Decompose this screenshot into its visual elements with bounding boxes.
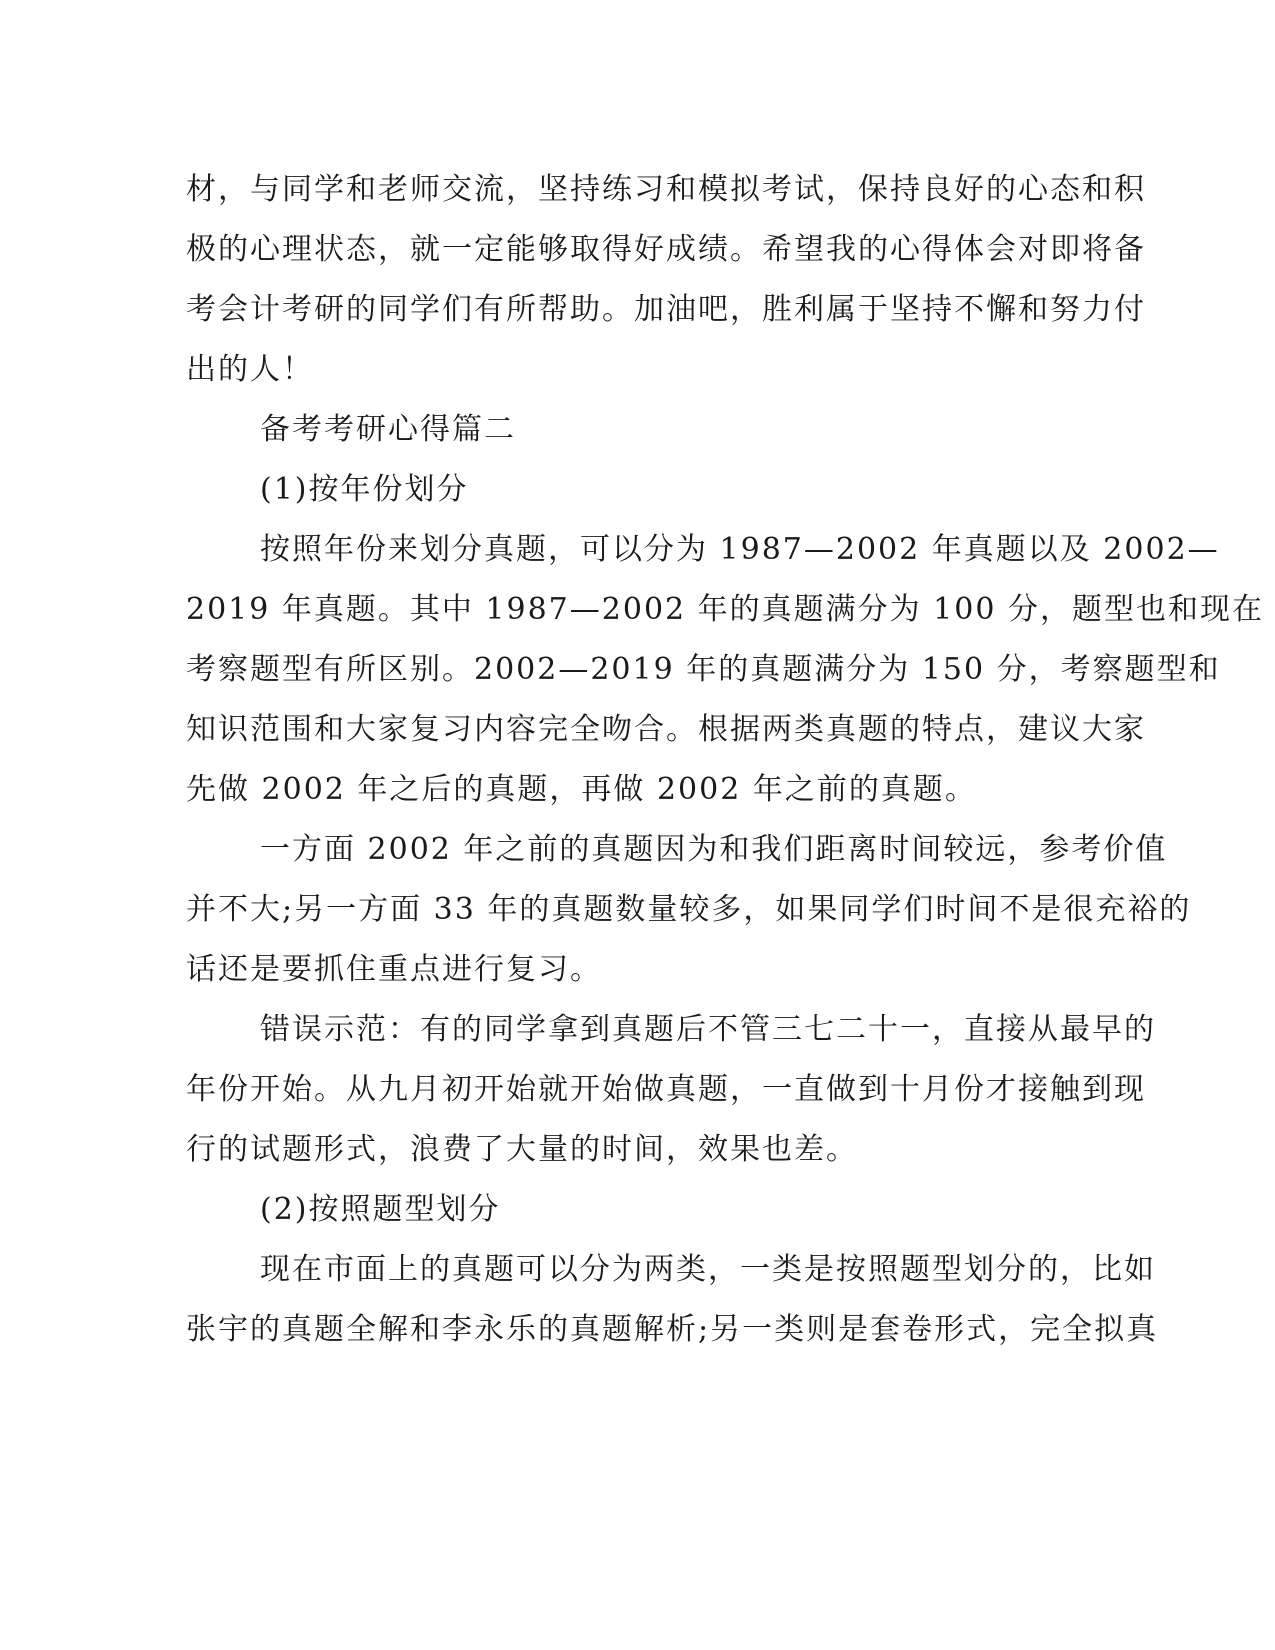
text-line: 知识范围和大家复习内容完全吻合。根据两类真题的特点，建议大家 bbox=[186, 712, 1146, 747]
text-line: 错误示范：有的同学拿到真题后不管三七二十一，直接从最早的 bbox=[260, 1012, 1156, 1047]
text-line: 考会计考研的同学们有所帮助。加油吧，胜利属于坚持不懈和努力付 bbox=[186, 292, 1146, 327]
document-body bbox=[186, 160, 1264, 1360]
subsection-heading: (1)按年份划分 bbox=[260, 472, 469, 507]
text-line: 考察题型有所区别。2002—2019 年的真题满分为 150 分，考察题型和 bbox=[186, 652, 1221, 687]
text-line: 按照年份来划分真题，可以分为 1987—2002 年真题以及 2002— bbox=[260, 532, 1220, 567]
text-line: 2019 年真题。其中 1987—2002 年的真题满分为 100 分，题型也和现在 bbox=[186, 592, 1264, 627]
text-line: 材，与同学和老师交流，坚持练习和模拟考试，保持良好的心态和积 bbox=[186, 172, 1146, 207]
text-line: 年份开始。从九月初开始就开始做真题，一直做到十月份才接触到现 bbox=[186, 1072, 1146, 1107]
text-line: 张宇的真题全解和李永乐的真题解析;另一类则是套卷形式，完全拟真 bbox=[186, 1312, 1159, 1347]
text-line: 一方面 2002 年之前的真题因为和我们距离时间较远，参考价值 bbox=[260, 832, 1168, 867]
text-line: 并不大;另一方面 33 年的真题数量较多，如果同学们时间不是很充裕的 bbox=[186, 892, 1192, 927]
text-line: 话还是要抓住重点进行复习。 bbox=[186, 952, 602, 987]
subsection-heading: (2)按照题型划分 bbox=[260, 1192, 501, 1227]
text-line: 出的人！ bbox=[186, 352, 314, 387]
text-line: 现在市面上的真题可以分为两类，一类是按照题型划分的，比如 bbox=[260, 1252, 1156, 1287]
text-line: 行的试题形式，浪费了大量的时间，效果也差。 bbox=[186, 1132, 858, 1167]
text-line: 极的心理状态，就一定能够取得好成绩。希望我的心得体会对即将备 bbox=[186, 232, 1146, 267]
section-heading: 备考考研心得篇二 bbox=[260, 412, 516, 447]
text-line: 先做 2002 年之后的真题，再做 2002 年之前的真题。 bbox=[186, 772, 977, 807]
